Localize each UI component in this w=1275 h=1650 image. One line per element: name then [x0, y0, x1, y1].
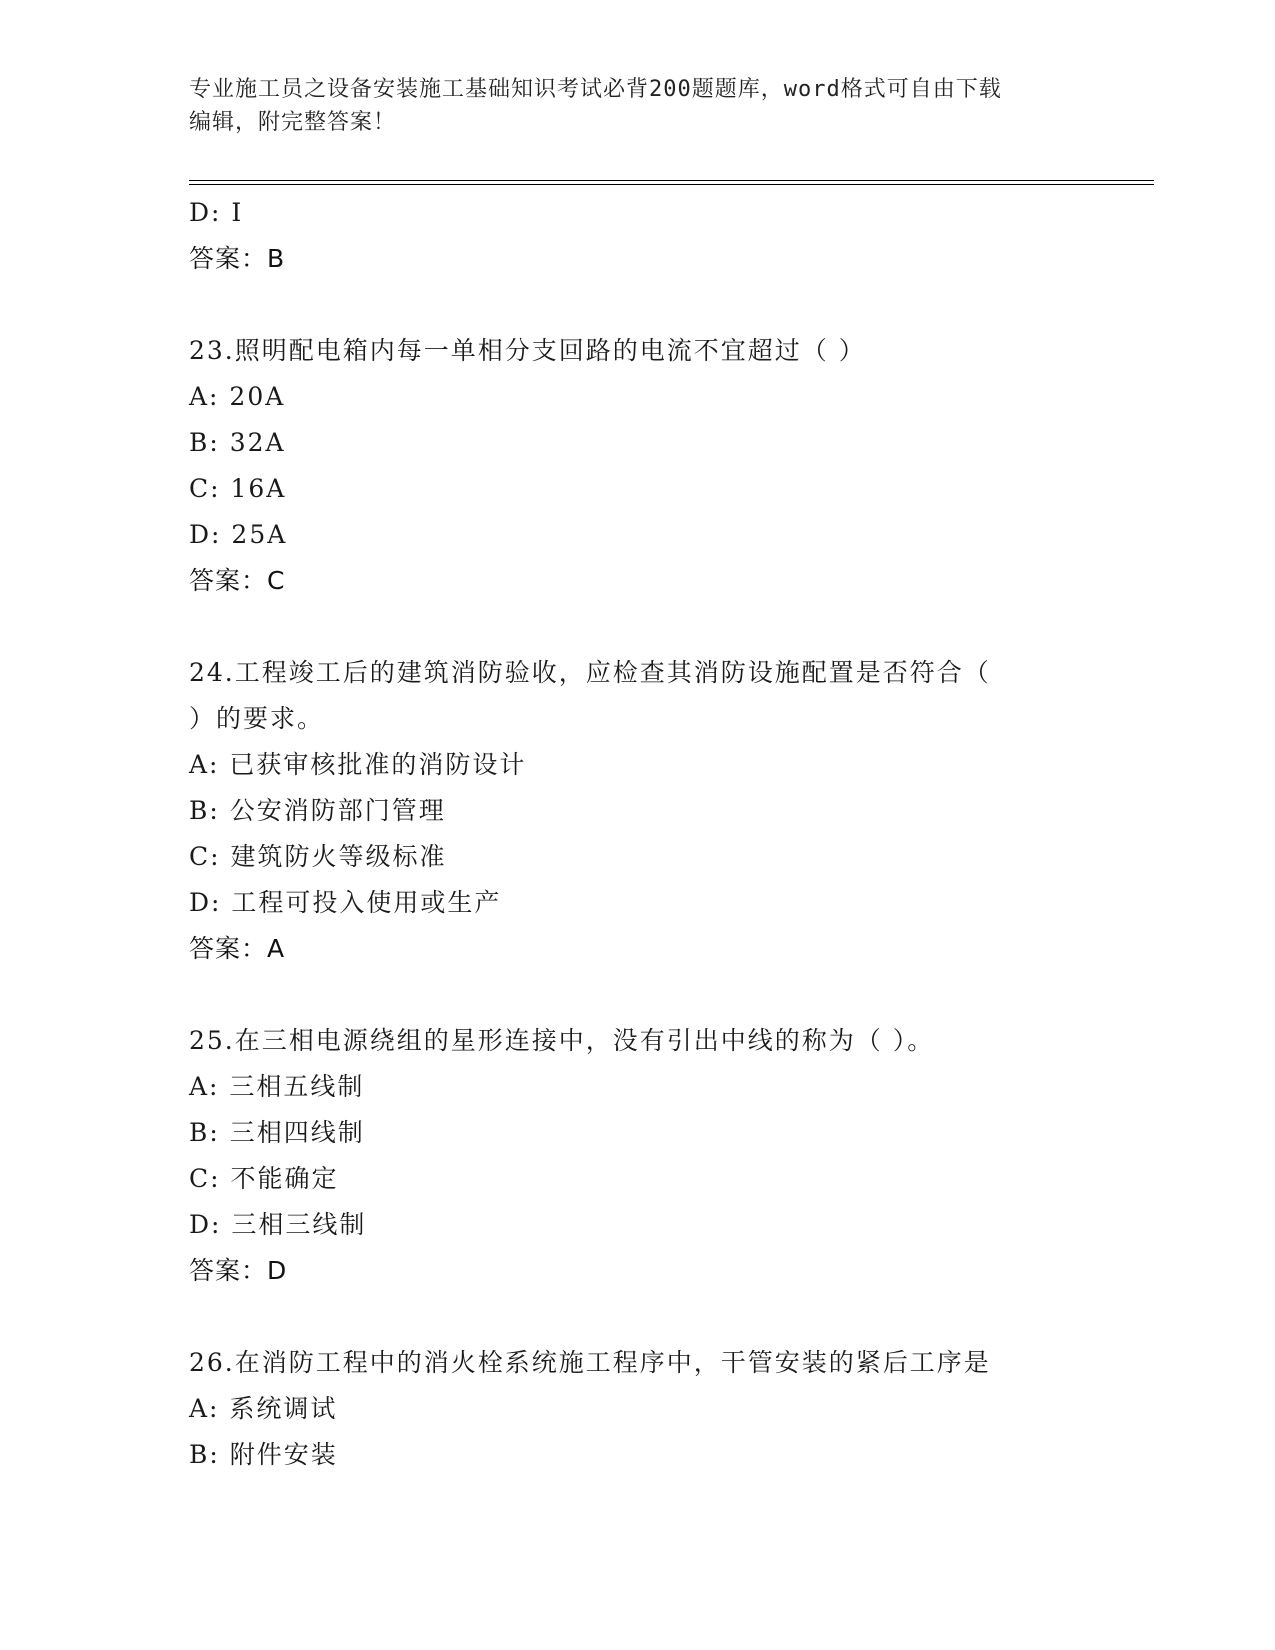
question-23 — [189, 328, 1089, 604]
option-c: C: 不能确定 — [189, 1164, 339, 1193]
header-line-1: 专业施工员之设备安装施工基础知识考试必背200题题库，word格式可自由下载 — [189, 77, 1002, 102]
option-d: D: 三相三线制 — [189, 1210, 367, 1239]
question-stem-continued: ）的要求。 — [189, 704, 325, 733]
option-d: D: 工程可投入使用或生产 — [189, 888, 502, 917]
option-b: B: 附件安装 — [189, 1440, 338, 1469]
option-a: A: 系统调试 — [189, 1394, 338, 1423]
option-a: A: 20A — [189, 382, 286, 411]
prev-option-d: D: I — [189, 198, 244, 227]
question-stem: 26.在消防工程中的消火栓系统施工程序中，干管安装的紧后工序是 — [189, 1348, 991, 1377]
option-a: A: 三相五线制 — [189, 1072, 365, 1101]
question-24 — [189, 650, 1089, 972]
option-b: B: 公安消防部门管理 — [189, 796, 446, 825]
option-b: B: 三相四线制 — [189, 1118, 365, 1147]
question-content — [189, 190, 1089, 1478]
question-stem: 25.在三相电源绕组的星形连接中，没有引出中线的称为（ ）。 — [189, 1026, 935, 1055]
spacer — [189, 282, 1089, 328]
spacer — [189, 604, 1089, 650]
question-26 — [189, 1340, 1089, 1478]
question-stem: 23.照明配电箱内每一单相分支回路的电流不宜超过（ ） — [189, 336, 866, 365]
spacer — [189, 972, 1089, 1018]
header-divider-bottom — [189, 184, 1154, 185]
answer: 答案：A — [189, 934, 286, 963]
option-c: C: 建筑防火等级标准 — [189, 842, 447, 871]
option-c: C: 16A — [189, 474, 287, 503]
option-b: B: 32A — [189, 428, 286, 457]
spacer — [189, 1294, 1089, 1340]
document-header — [189, 73, 1089, 139]
prev-answer: 答案：B — [189, 244, 286, 273]
header-divider-top — [189, 180, 1154, 181]
question-stem: 24.工程竣工后的建筑消防验收，应检查其消防设施配置是否符合（ — [189, 658, 991, 687]
answer: 答案：D — [189, 1256, 288, 1285]
header-line-2: 编辑，附完整答案！ — [189, 110, 397, 135]
option-d: D: 25A — [189, 520, 288, 549]
answer: 答案：C — [189, 566, 286, 595]
option-a: A: 已获审核批准的消防设计 — [189, 750, 527, 779]
question-25 — [189, 1018, 1089, 1294]
